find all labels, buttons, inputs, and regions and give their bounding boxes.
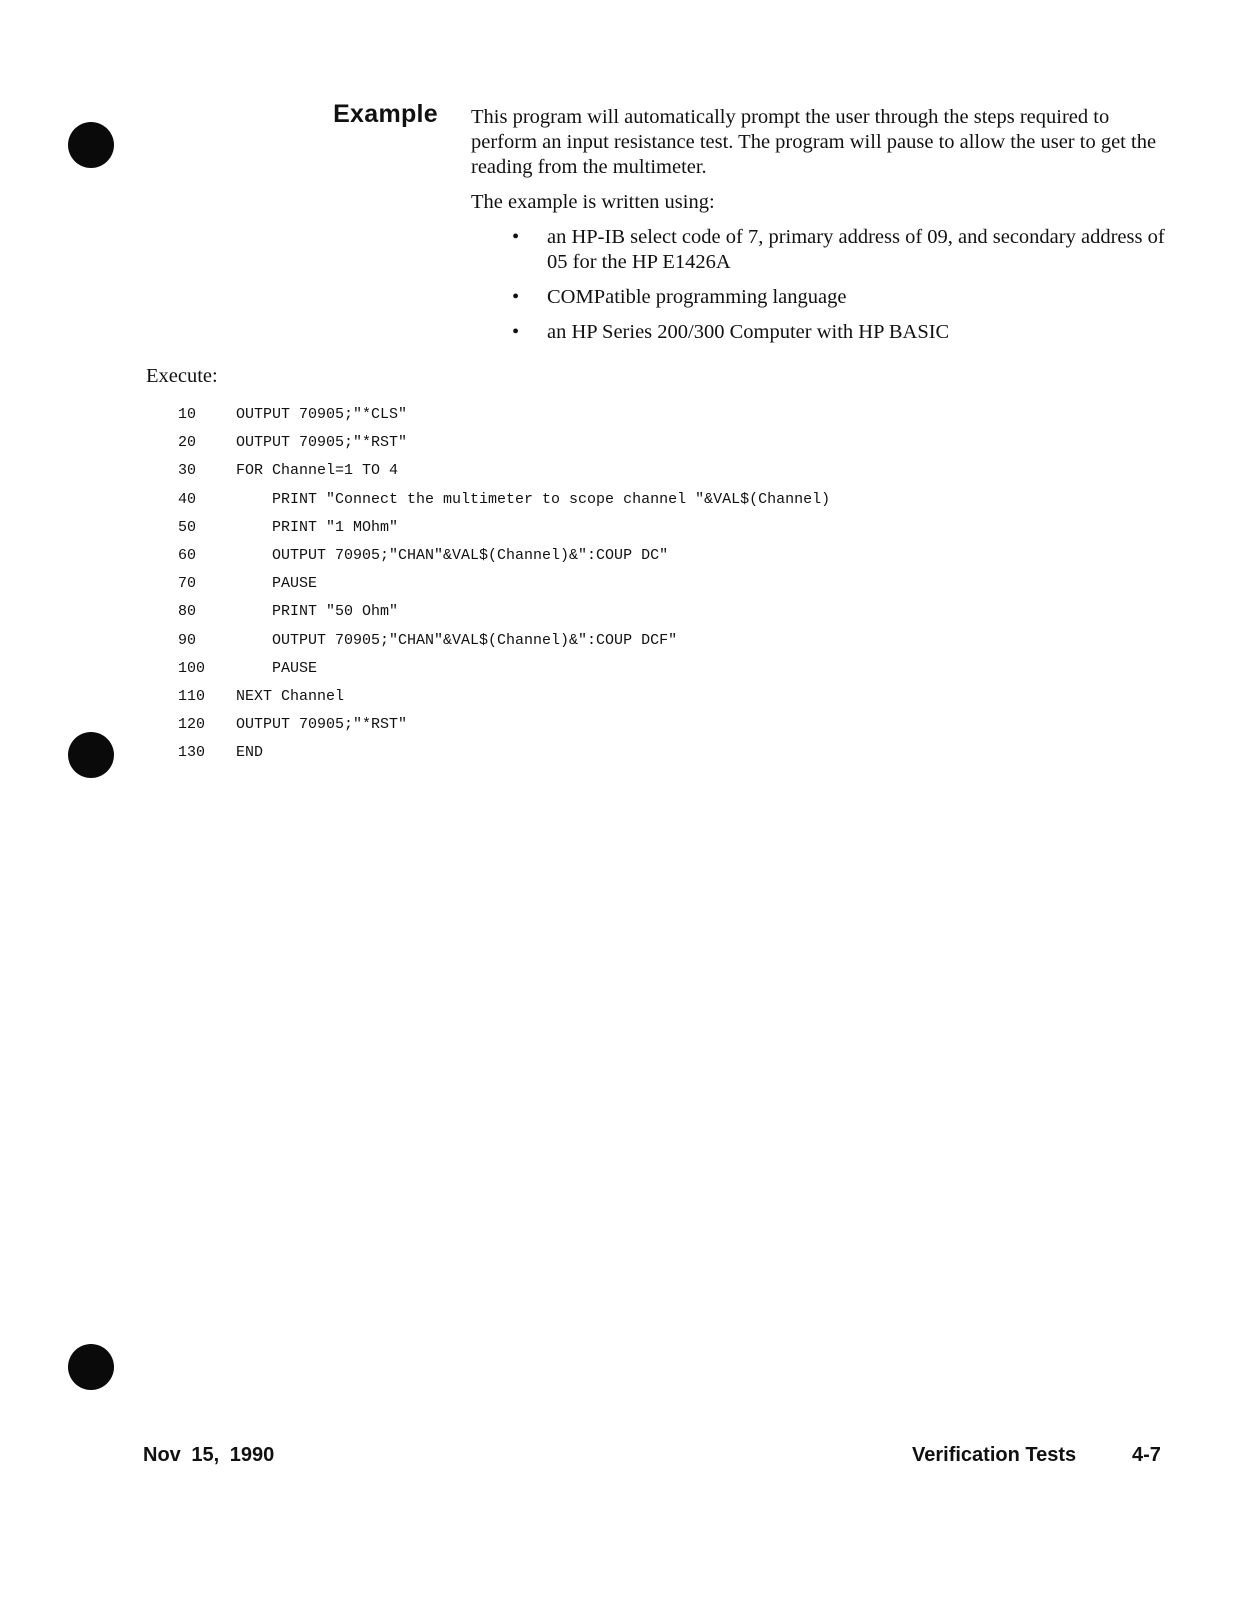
punch-hole-middle	[68, 732, 114, 778]
punch-hole-bottom	[68, 1344, 114, 1390]
code-line	[178, 632, 830, 660]
list-item-text: COMPatible programming language	[547, 286, 847, 308]
bullet-icon: •	[512, 321, 520, 343]
line-number: 120	[178, 716, 206, 734]
code-line	[178, 716, 830, 744]
line-number: 100	[178, 659, 206, 677]
line-number: 40	[178, 490, 197, 508]
line-number: 60	[178, 546, 197, 564]
line-code: OUTPUT 70905;"*CLS"	[236, 406, 408, 423]
code-line	[178, 406, 830, 434]
code-line	[178, 744, 830, 772]
requirements-list	[471, 225, 1171, 345]
footer-section-title: Verification Tests	[912, 1444, 1077, 1466]
line-number: 50	[178, 518, 197, 536]
line-number: 70	[178, 575, 197, 593]
list-item	[471, 320, 1171, 345]
footer-date: Nov 15, 1990	[143, 1444, 275, 1466]
line-number: 90	[178, 631, 197, 649]
line-code: NEXT Channel	[236, 687, 345, 705]
code-line	[178, 547, 830, 575]
bullet-icon: •	[512, 286, 520, 308]
code-line	[178, 603, 830, 631]
intro-paragraph: This program will automatically prompt the user through the steps required to perform an input resistance test. The program will pause to allow the user to get the reading from the multimeter.	[471, 106, 1157, 178]
line-code: PAUSE	[236, 659, 318, 677]
line-number: 110	[178, 687, 206, 705]
code-line	[178, 688, 830, 716]
code-line	[178, 462, 830, 490]
line-number: 80	[178, 603, 197, 621]
list-item-text: an HP-IB select code of 7, primary address of 09, and secondary address of 05 for the HP E1426A	[547, 226, 1165, 273]
list-item-text: an HP Series 200/300 Computer with HP BASIC	[547, 321, 950, 343]
line-code: OUTPUT 70905;"CHAN"&VAL$(Channel)&":COUP DCF"	[236, 631, 678, 649]
code-line	[178, 660, 830, 688]
list-item	[471, 285, 1171, 310]
line-code: PRINT "50 Ohm"	[236, 603, 399, 621]
line-code: PRINT "1 MOhm"	[236, 518, 399, 536]
written-using-paragraph: The example is written using:	[471, 191, 715, 213]
line-number: 10	[178, 406, 197, 423]
line-code: FOR Channel=1 TO 4	[236, 462, 399, 480]
punch-hole-top	[68, 122, 114, 168]
line-code: OUTPUT 70905;"*RST"	[236, 716, 408, 734]
code-line	[178, 519, 830, 547]
line-code: OUTPUT 70905;"CHAN"&VAL$(Channel)&":COUP DC"	[236, 546, 669, 564]
line-number: 130	[178, 744, 206, 762]
line-number: 20	[178, 434, 197, 452]
section-heading: Example	[333, 100, 438, 128]
page-number: 4-7	[1132, 1444, 1161, 1466]
line-code: OUTPUT 70905;"*RST"	[236, 434, 408, 452]
bullet-icon: •	[512, 226, 520, 248]
line-code: PRINT "Connect the multimeter to scope channel "&VAL$(Channel)	[236, 490, 831, 508]
code-line	[178, 491, 830, 519]
example-description	[471, 105, 1171, 355]
code-line	[178, 434, 830, 462]
line-code: END	[236, 744, 264, 762]
list-item	[471, 225, 1171, 275]
execute-label: Execute:	[146, 365, 218, 387]
line-number: 30	[178, 462, 197, 480]
code-listing	[178, 406, 830, 772]
code-line	[178, 575, 830, 603]
line-code: PAUSE	[236, 575, 318, 593]
